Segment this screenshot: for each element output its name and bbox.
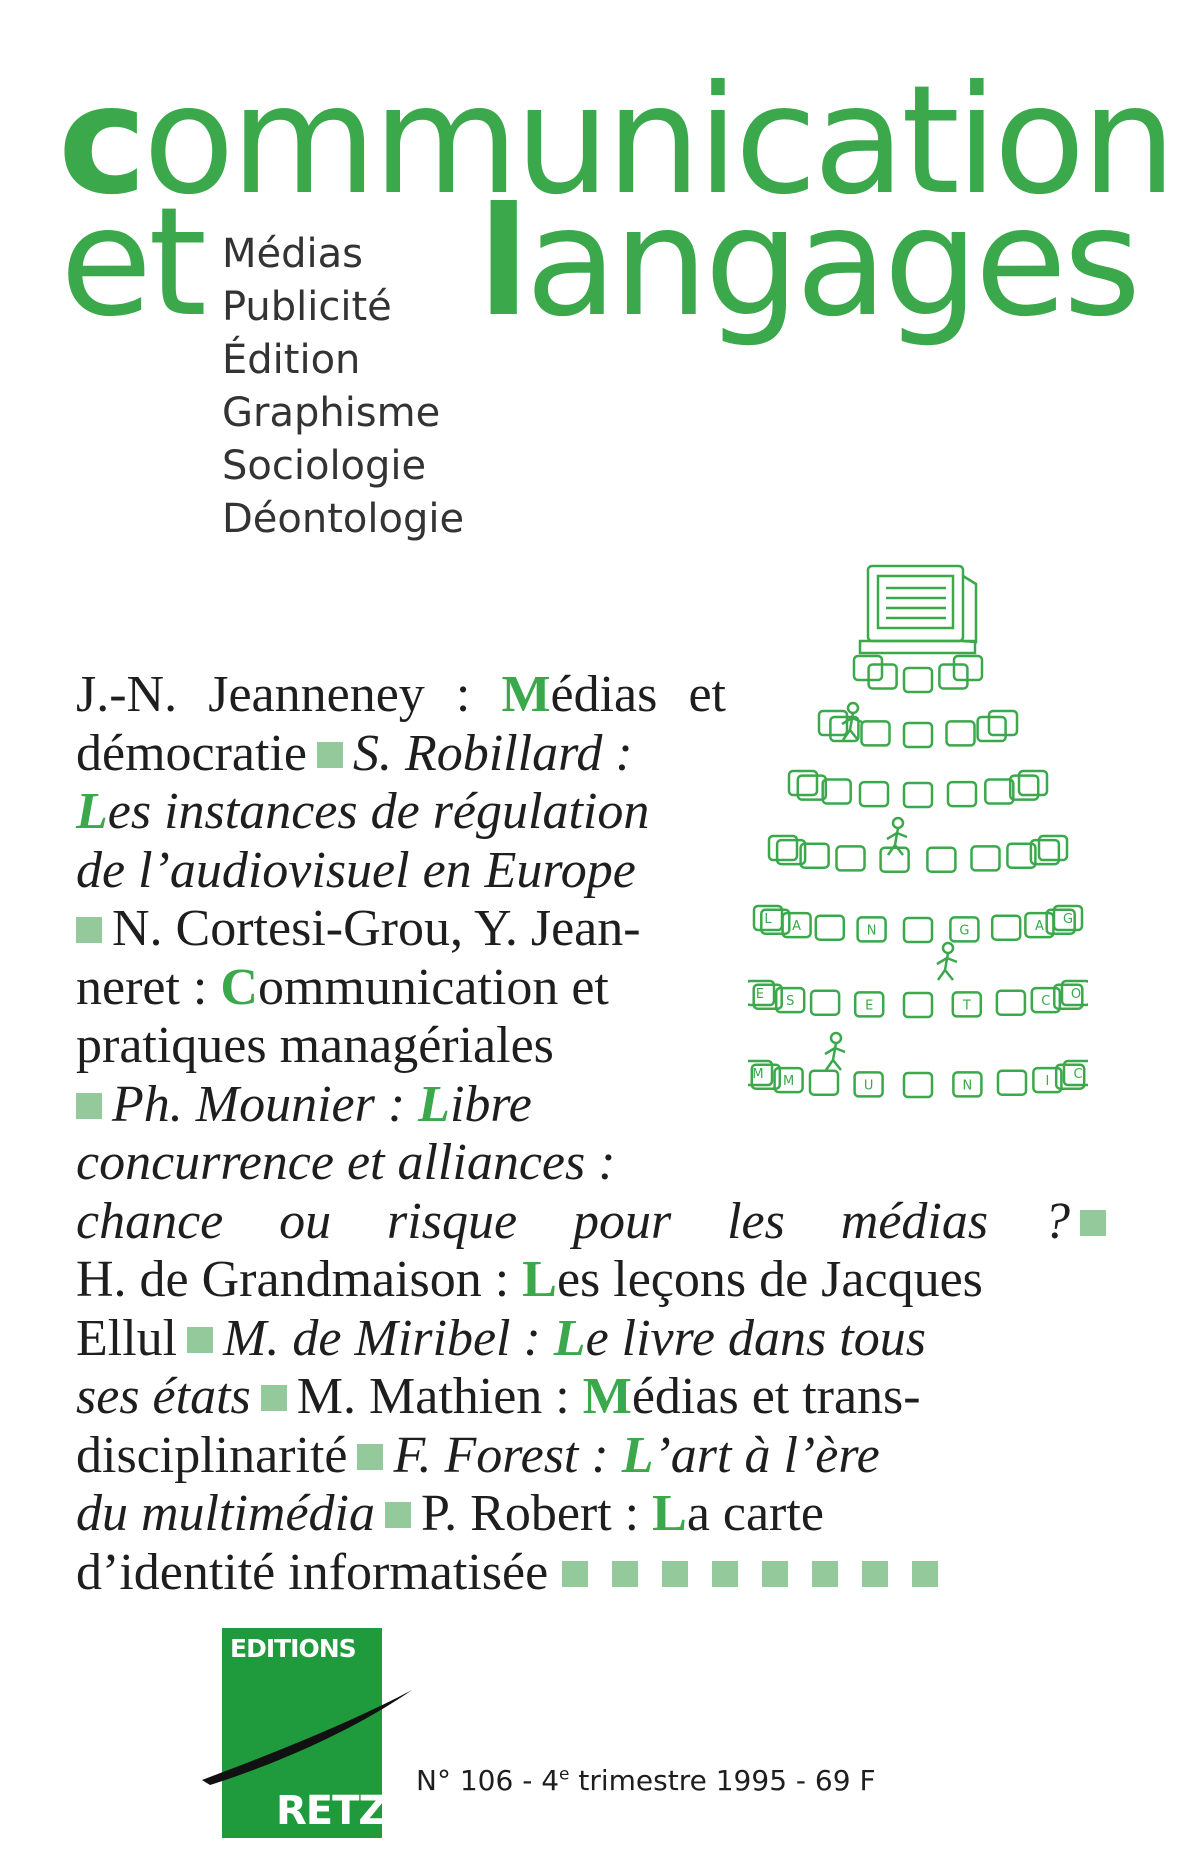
keyboard-key-letter: U bbox=[863, 1078, 874, 1094]
separator-square-icon bbox=[812, 1561, 838, 1587]
toc-line bbox=[76, 1251, 1106, 1310]
toc-line bbox=[76, 1485, 1106, 1544]
keyboard-key-letter: L bbox=[764, 912, 772, 927]
separator-square-icon bbox=[76, 917, 102, 943]
article-title: a carte bbox=[686, 1485, 824, 1542]
keyboard-key-letter: G bbox=[959, 923, 970, 939]
toc-line bbox=[76, 1076, 1106, 1135]
publisher-label: EDITIONS bbox=[230, 1634, 356, 1663]
author-name: F. Forest : bbox=[393, 1426, 609, 1484]
keyboard-key-letter: N bbox=[962, 1078, 973, 1094]
separator-square-icon bbox=[1080, 1210, 1106, 1236]
initial-letter: L bbox=[522, 1251, 557, 1308]
article-title: d’identité informatisée bbox=[76, 1543, 549, 1601]
keyboard-key-letter: C bbox=[1041, 994, 1051, 1010]
initial-letter: L bbox=[652, 1485, 687, 1542]
author-name: P. Robert : bbox=[420, 1485, 640, 1542]
toc-line bbox=[76, 842, 1106, 901]
toc-line bbox=[76, 1368, 1106, 1427]
keyboard-key-letter: E bbox=[755, 987, 765, 1002]
issue-date-price: trimestre 1995 - 69 F bbox=[569, 1764, 876, 1797]
issue-number: N° 106 - 4 bbox=[416, 1764, 560, 1797]
article-title: édias et bbox=[550, 666, 727, 723]
article-title: chance ou risque pour les médias ? bbox=[76, 1192, 1070, 1250]
toc-line bbox=[76, 959, 1106, 1018]
journal-title-et: et bbox=[60, 176, 204, 350]
toc-line bbox=[76, 725, 1106, 784]
article-title: es leçons de Jacques bbox=[556, 1251, 983, 1308]
keyboard-key-letter: N bbox=[866, 923, 877, 939]
swoosh-icon bbox=[200, 1688, 415, 1788]
publisher-name: RETZ bbox=[276, 1788, 387, 1834]
keyboard-key-letter: M bbox=[752, 1067, 764, 1082]
toc-line bbox=[76, 666, 1106, 725]
author-name: J.-N. Jeanneney : bbox=[76, 666, 471, 723]
article-title: ommunication et bbox=[257, 958, 609, 1016]
topic-item: Édition bbox=[222, 337, 361, 383]
article-title: ibre bbox=[449, 1075, 532, 1133]
toc-line bbox=[76, 1193, 1106, 1252]
table-of-contents bbox=[76, 666, 1106, 1602]
author-name: H. de Grandmaison : bbox=[76, 1251, 510, 1308]
journal-title-langages-rest: angages bbox=[525, 176, 1138, 350]
article-title: du multimédia bbox=[76, 1485, 375, 1542]
initial-letter: M bbox=[582, 1368, 632, 1425]
topics-list bbox=[222, 228, 464, 546]
trailing-squares bbox=[548, 1544, 950, 1601]
toc-line bbox=[76, 1017, 1106, 1076]
separator-square-icon bbox=[762, 1561, 788, 1587]
article-title: e livre dans tous bbox=[585, 1309, 926, 1367]
toc-line bbox=[76, 900, 1106, 959]
journal-title-line1: communication bbox=[58, 54, 1173, 228]
separator-square-icon bbox=[562, 1561, 588, 1587]
separator-square-icon bbox=[261, 1385, 287, 1411]
journal-title-rest: ommunication bbox=[142, 54, 1173, 228]
initial-letter: C bbox=[220, 958, 258, 1016]
author-name: N. Cortesi-Grou, Y. Jean- bbox=[112, 900, 641, 957]
keyboard-key-letter: G bbox=[1062, 912, 1074, 927]
article-title: édias et trans- bbox=[631, 1368, 921, 1425]
keyboard-key-letter: T bbox=[962, 998, 971, 1014]
article-title: de l’audiovisuel en Europe bbox=[76, 841, 636, 899]
computer-monitor-icon bbox=[860, 566, 976, 653]
separator-square-icon bbox=[357, 1444, 383, 1470]
author-name: Ph. Mounier : bbox=[112, 1075, 406, 1133]
topic-item: Publicité bbox=[222, 284, 392, 330]
keyboard-key-letter: O bbox=[1070, 987, 1082, 1002]
initial-letter: L bbox=[621, 1426, 654, 1484]
separator-square-icon bbox=[862, 1561, 888, 1587]
keyboard-key-letter: M bbox=[782, 1074, 795, 1090]
topic-item: Déontologie bbox=[222, 496, 465, 542]
article-title: pratiques managériales bbox=[76, 1017, 554, 1074]
initial-letter: M bbox=[501, 666, 551, 723]
separator-square-icon bbox=[612, 1561, 638, 1587]
article-title: ’art à l’ère bbox=[653, 1426, 880, 1484]
separator-square-icon bbox=[317, 742, 343, 768]
topic-item: Sociologie bbox=[222, 443, 427, 489]
toc-line bbox=[76, 1544, 1106, 1603]
article-title: démocratie bbox=[76, 724, 307, 782]
keyboard-key-letter: A bbox=[1034, 919, 1044, 935]
separator-square-icon bbox=[385, 1502, 411, 1528]
article-title: disciplinarité bbox=[76, 1426, 348, 1484]
issue-info bbox=[416, 1764, 876, 1797]
article-title: concurrence et alliances : bbox=[76, 1134, 616, 1191]
author-name: neret : bbox=[76, 958, 208, 1016]
keyboard-key-letter: I bbox=[1045, 1074, 1050, 1090]
topic-item: Médias bbox=[222, 231, 363, 277]
topic-item: Graphisme bbox=[222, 390, 441, 436]
author-name: S. Robillard : bbox=[352, 724, 633, 782]
separator-square-icon bbox=[662, 1561, 688, 1587]
article-title: ses états bbox=[76, 1368, 251, 1425]
initial-letter: L bbox=[418, 1075, 450, 1133]
article-title: Ellul bbox=[76, 1309, 178, 1367]
author-name: M. de Miribel : bbox=[223, 1309, 541, 1367]
toc-line bbox=[76, 783, 1106, 842]
journal-title-langages: langages bbox=[478, 176, 1138, 350]
initial-letter: L bbox=[76, 783, 108, 840]
toc-line bbox=[76, 1310, 1106, 1369]
issue-sup: e bbox=[559, 1764, 570, 1785]
initial-letter: L bbox=[553, 1309, 586, 1367]
article-title: es instances de régulation bbox=[107, 783, 650, 840]
author-name: M. Mathien : bbox=[296, 1368, 570, 1425]
separator-square-icon bbox=[187, 1327, 213, 1353]
keyboard-key-letter: S bbox=[786, 994, 795, 1010]
keyboard-key-letter: E bbox=[865, 998, 874, 1014]
separator-square-icon bbox=[712, 1561, 738, 1587]
keyboard-key-letter: A bbox=[792, 919, 802, 935]
separator-square-icon bbox=[912, 1561, 938, 1587]
separator-square-icon bbox=[76, 1093, 102, 1119]
toc-line bbox=[76, 1134, 1106, 1193]
keyboard-key-letter: C bbox=[1073, 1067, 1083, 1082]
toc-line bbox=[76, 1427, 1106, 1486]
